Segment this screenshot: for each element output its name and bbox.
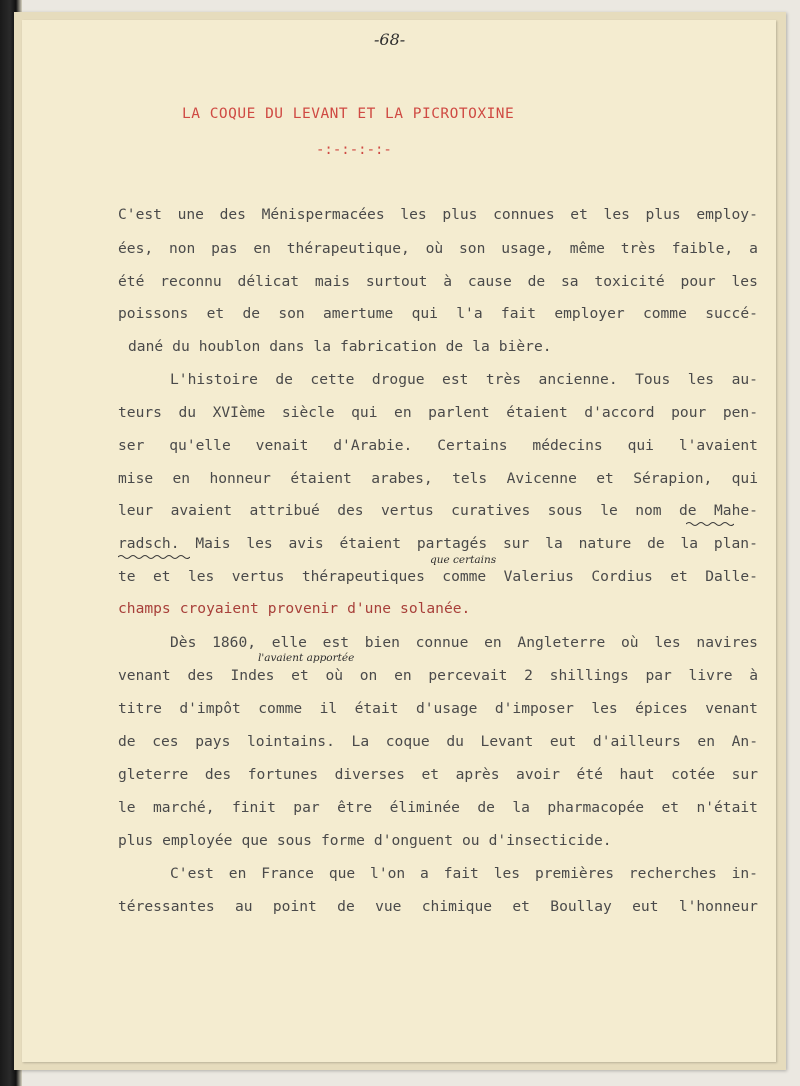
word: qui [411, 305, 438, 322]
word: comme [442, 568, 487, 585]
word: où [325, 667, 344, 684]
word: et [291, 667, 309, 684]
word: eut [549, 733, 577, 750]
word: au- [731, 371, 758, 388]
word: mise [118, 470, 154, 487]
word: cause [467, 273, 512, 290]
text-line-15 [118, 667, 758, 685]
word: La [351, 733, 370, 750]
word: ser [118, 437, 145, 454]
text-line-10 [118, 502, 758, 520]
word: Certains [437, 437, 508, 454]
word: honneur [209, 470, 271, 487]
word: usage, [501, 240, 554, 257]
word: siècle [281, 404, 335, 421]
text-line-11 [118, 535, 758, 553]
word: en [394, 667, 412, 684]
word: où [425, 240, 444, 257]
text-line-21 [170, 865, 758, 883]
word: premières [534, 865, 615, 882]
word: les [731, 273, 758, 290]
word: et [512, 898, 530, 915]
word: de [477, 799, 495, 816]
word: marché, [153, 799, 215, 816]
word: partagés [416, 535, 488, 552]
handwritten-note-que-certains: que certains [430, 554, 497, 566]
word: a [420, 865, 429, 882]
word: épices [635, 700, 688, 717]
word: livre [688, 667, 733, 684]
word: 2 [524, 667, 533, 684]
word: drogue [371, 371, 425, 388]
page-title: LA COQUE DU LEVANT ET LA PICROTOXINE [182, 106, 515, 122]
word: Ménispermacées [261, 206, 385, 223]
word: être [337, 799, 373, 816]
word: la [512, 799, 530, 816]
word: connue [415, 634, 469, 651]
word: les [687, 371, 715, 388]
word: surtout [365, 273, 428, 290]
word: l'on [370, 865, 406, 882]
word: du [172, 338, 190, 355]
word: vue [375, 898, 402, 915]
word: des [219, 206, 246, 223]
text-line-16 [118, 700, 758, 718]
text-line-18 [118, 766, 758, 784]
word: ées, [118, 240, 154, 257]
word: amertume [323, 305, 394, 322]
word: pays [195, 733, 231, 750]
word: fabrication [339, 338, 437, 355]
word: te [118, 568, 136, 585]
word: curatives [451, 502, 531, 519]
word: L'histoire [170, 371, 258, 388]
title-ornament: -:-:-:-:- [316, 142, 392, 158]
word: Avicenne [506, 470, 577, 487]
text-line-4 [118, 305, 758, 323]
word: les [654, 634, 681, 651]
word: avaient [170, 502, 233, 519]
word: de [527, 273, 546, 290]
word: où [621, 634, 639, 651]
word: pour [671, 404, 707, 421]
word: fait [443, 865, 479, 882]
word: titre [118, 700, 162, 717]
word: plus [442, 206, 478, 223]
word: sur [731, 766, 758, 783]
text-line-2 [118, 240, 758, 258]
text-line-5 [128, 338, 768, 356]
word: du [178, 404, 197, 421]
word: ou [461, 832, 480, 849]
word: fortunes [247, 766, 319, 783]
word: des [187, 667, 214, 684]
word: solanée. [400, 600, 471, 617]
word: d'une [347, 600, 392, 617]
word: d'insecticide. [488, 832, 612, 849]
word: vertus [231, 568, 285, 585]
word: finit [231, 799, 276, 816]
word: Levant [480, 733, 534, 750]
word: éliminée [389, 799, 460, 816]
word: succé- [705, 305, 758, 322]
word: d'Arabie. [333, 437, 413, 454]
word: sur [502, 535, 530, 552]
word: et [206, 305, 225, 322]
word: pas [211, 240, 238, 257]
word: le [600, 502, 618, 519]
word: était [354, 700, 399, 717]
text-line-6 [170, 371, 758, 389]
word: de [337, 898, 355, 915]
word: lointains. [247, 733, 335, 750]
word: thérapeutiques [301, 568, 425, 585]
word: a [749, 240, 758, 257]
word: très [485, 371, 522, 388]
word: nature [578, 535, 632, 552]
word: et [152, 568, 171, 585]
text-line-8 [118, 437, 758, 455]
word: mais [314, 273, 351, 290]
text-line-14 [170, 634, 758, 652]
handwritten-underline-radsch [118, 554, 190, 560]
word: bien [364, 634, 400, 651]
word: navires [696, 634, 758, 651]
word: l'avaient [678, 437, 758, 454]
word: Dès [170, 634, 197, 651]
word: Valerius [503, 568, 574, 585]
word: qu'elle [169, 437, 231, 454]
word: champs [118, 600, 171, 617]
word: qui [731, 470, 758, 487]
word: tels [452, 470, 488, 487]
word: les [591, 700, 618, 717]
typed-page [22, 20, 776, 1062]
word: ancienne. [538, 371, 618, 388]
word: les [493, 865, 521, 882]
word: pen- [722, 404, 758, 421]
word: nom [635, 502, 662, 519]
word: d'imposer [494, 700, 574, 717]
word: provenir [267, 600, 339, 617]
word: sous [276, 832, 312, 849]
word: cotée [671, 766, 716, 783]
word: pour [680, 273, 716, 290]
word: en [253, 240, 271, 257]
word: Mahe- [714, 502, 758, 519]
word: qui [351, 404, 378, 421]
word: de [679, 502, 697, 519]
word: bière. [498, 338, 552, 355]
word: croyaient [179, 600, 259, 617]
word: non [168, 240, 196, 257]
word: d'ailleurs [592, 733, 681, 750]
word: au [234, 898, 253, 915]
word: est [322, 634, 350, 651]
word: arabes, [371, 470, 433, 487]
word: à [443, 273, 452, 290]
text-line-12 [118, 568, 758, 586]
word: recherches [628, 865, 717, 882]
word: C'est [170, 865, 214, 882]
word: d'impôt [179, 700, 241, 717]
word: attribué [249, 502, 320, 519]
word: qui [627, 437, 654, 454]
word: les [246, 535, 273, 552]
word: Tous [635, 371, 671, 388]
word: venait [255, 437, 309, 454]
word: chimique [421, 898, 493, 915]
word: été [576, 766, 603, 783]
word: radsch. [118, 535, 180, 552]
word: de [118, 733, 136, 750]
word: et [596, 470, 614, 487]
page-number: -68- [374, 30, 406, 49]
word: très [620, 240, 656, 257]
word: C'est [118, 206, 162, 223]
word: étaient [290, 470, 352, 487]
word: comme [642, 305, 687, 322]
handwritten-note-apportee: l'avaient apportée [258, 652, 355, 664]
word: Cordius [591, 568, 653, 585]
word: elle [271, 634, 307, 651]
word: shillings [549, 667, 629, 684]
word: de [275, 371, 293, 388]
word: forme [320, 832, 365, 849]
word: employer [554, 305, 625, 322]
word: les [603, 206, 630, 223]
word: des [337, 502, 364, 519]
word: toxicité [594, 273, 665, 290]
word: n'était [696, 799, 758, 816]
word: téressantes [118, 898, 215, 915]
word: percevait [428, 667, 508, 684]
word: après [455, 766, 500, 783]
word: la [680, 535, 699, 552]
word: plus [118, 832, 154, 849]
word: sous [547, 502, 583, 519]
word: ces [152, 733, 179, 750]
word: délicat [237, 273, 300, 290]
word: en [172, 470, 191, 487]
word: leur [118, 502, 154, 519]
word: son [459, 240, 486, 257]
word: et [421, 766, 440, 783]
word: d'onguent [373, 832, 453, 849]
word: employée [162, 832, 233, 849]
word: est [442, 371, 469, 388]
word: gleterre [118, 766, 189, 783]
word: in- [731, 865, 758, 882]
text-line-17 [118, 733, 758, 751]
word: thérapeutique, [286, 240, 410, 257]
text-line-9 [118, 470, 758, 488]
word: médecins [532, 437, 603, 454]
word: d'accord [584, 404, 655, 421]
word: plus [645, 206, 681, 223]
word: An- [731, 733, 758, 750]
word: employ- [696, 206, 758, 223]
word: et [570, 206, 588, 223]
word: France [261, 865, 314, 882]
word: par [645, 667, 672, 684]
word: et [661, 799, 680, 816]
text-line-13 [118, 600, 758, 618]
word: venant [705, 700, 758, 717]
word: en [484, 634, 502, 651]
text-line-3 [118, 273, 758, 291]
word: Angleterre [517, 634, 606, 651]
word: Boullay [550, 898, 612, 915]
word: de [647, 535, 665, 552]
word: en [697, 733, 715, 750]
word: les [400, 206, 427, 223]
word: étaient [339, 535, 402, 552]
word: été [118, 273, 145, 290]
word: la [313, 338, 331, 355]
word: en [228, 865, 247, 882]
word: vertus [381, 502, 434, 519]
word: son [278, 305, 305, 322]
word: par [293, 799, 320, 816]
word: même [569, 240, 605, 257]
text-line-7 [118, 404, 758, 422]
text-line-20 [118, 832, 758, 850]
word: houblon [198, 338, 261, 355]
word: des [204, 766, 232, 783]
word: pharmacopée [547, 799, 645, 816]
word: Dalle- [705, 568, 758, 585]
word: il [319, 700, 338, 717]
word: dané [128, 338, 164, 355]
word: Sérapion, [633, 470, 713, 487]
word: d'usage [415, 700, 478, 717]
word: plan- [713, 535, 758, 552]
word: l'honneur [678, 898, 758, 915]
word: les [187, 568, 215, 585]
word: venant [118, 667, 171, 684]
word: parlent [428, 404, 490, 421]
word: diverses [334, 766, 405, 783]
text-line-22 [118, 898, 758, 916]
word: de [445, 338, 464, 355]
word: faible, [671, 240, 734, 257]
word: en [394, 404, 412, 421]
handwritten-underline-mahe [686, 521, 734, 527]
word: reconnu [160, 273, 222, 290]
word: on [359, 667, 378, 684]
word: coque [385, 733, 430, 750]
word: Indes [230, 667, 275, 684]
word: poissons [118, 305, 189, 322]
word: haut [619, 766, 655, 783]
word: dans [269, 338, 305, 355]
word: et [670, 568, 688, 585]
word: à [749, 667, 758, 684]
text-line-19 [118, 799, 758, 817]
word: avis [288, 535, 324, 552]
word: comme [258, 700, 303, 717]
word: sa [561, 273, 579, 290]
word: point [272, 898, 317, 915]
word: avoir [516, 766, 560, 783]
word: la [472, 338, 490, 355]
text-line-1 [118, 206, 758, 224]
word: étaient [506, 404, 568, 421]
word: de [242, 305, 261, 322]
word: Mais [195, 535, 231, 552]
word: XVIème [212, 404, 266, 421]
word: le [118, 799, 136, 816]
word: l'a [456, 305, 483, 322]
word: 1860, [212, 634, 257, 651]
word: que [328, 865, 356, 882]
word: que [241, 832, 268, 849]
word: eut [632, 898, 659, 915]
word: du [446, 733, 464, 750]
word: une [177, 206, 204, 223]
word: fait [500, 305, 537, 322]
word: la [545, 535, 563, 552]
word: cette [310, 371, 355, 388]
word: teurs [118, 404, 162, 421]
word: connues [493, 206, 555, 223]
